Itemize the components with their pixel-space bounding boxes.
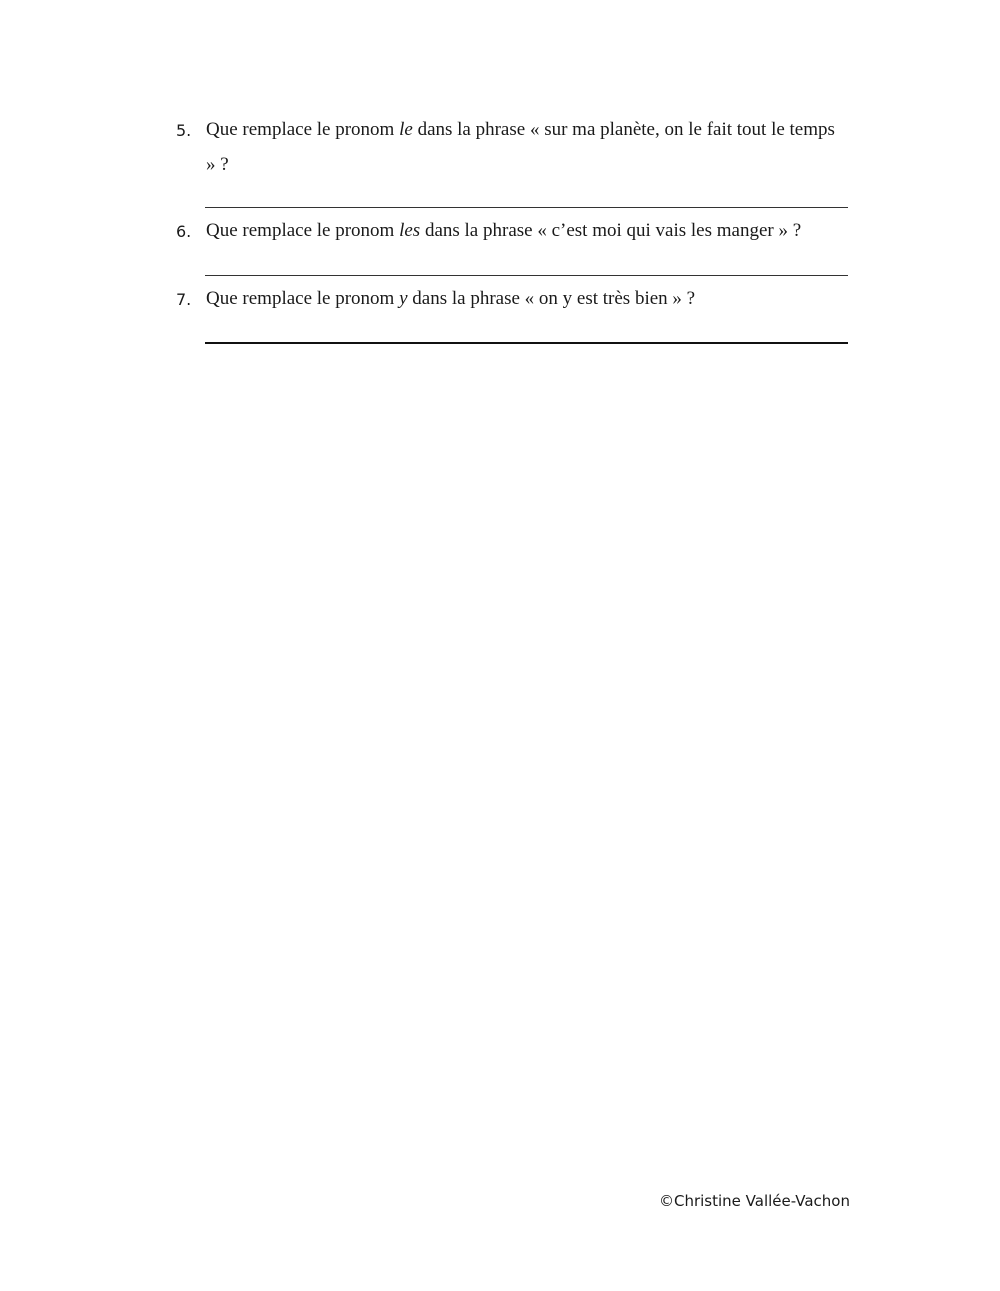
question-number: 6. (176, 222, 192, 241)
question-text-part: Que remplace le pronom (206, 119, 400, 140)
answer-line-5[interactable] (205, 207, 848, 208)
question-text-part: Que remplace le pronom (206, 288, 400, 309)
copyright-footer: ©Christine Vallée-Vachon (658, 1192, 850, 1210)
question-text (206, 213, 848, 248)
question-text (206, 281, 848, 316)
pronoun: le (399, 119, 413, 140)
answer-line-6[interactable] (205, 275, 848, 276)
question-text (206, 112, 848, 182)
question-text-part: dans la phrase « c’est moi qui vais les manger » ? (420, 220, 802, 241)
pronoun: les (399, 220, 421, 241)
answer-line-7[interactable] (205, 342, 848, 344)
question-text-part: dans la phrase « sur ma planète, on le fait tout le temps » ? (206, 119, 835, 175)
question-number: 5. (176, 121, 192, 140)
pronoun: y (399, 288, 408, 309)
question-number: 7. (176, 290, 192, 309)
question-text-part: Que remplace le pronom (206, 220, 400, 241)
question-text-part: dans la phrase « on y est très bien » ? (407, 288, 696, 309)
